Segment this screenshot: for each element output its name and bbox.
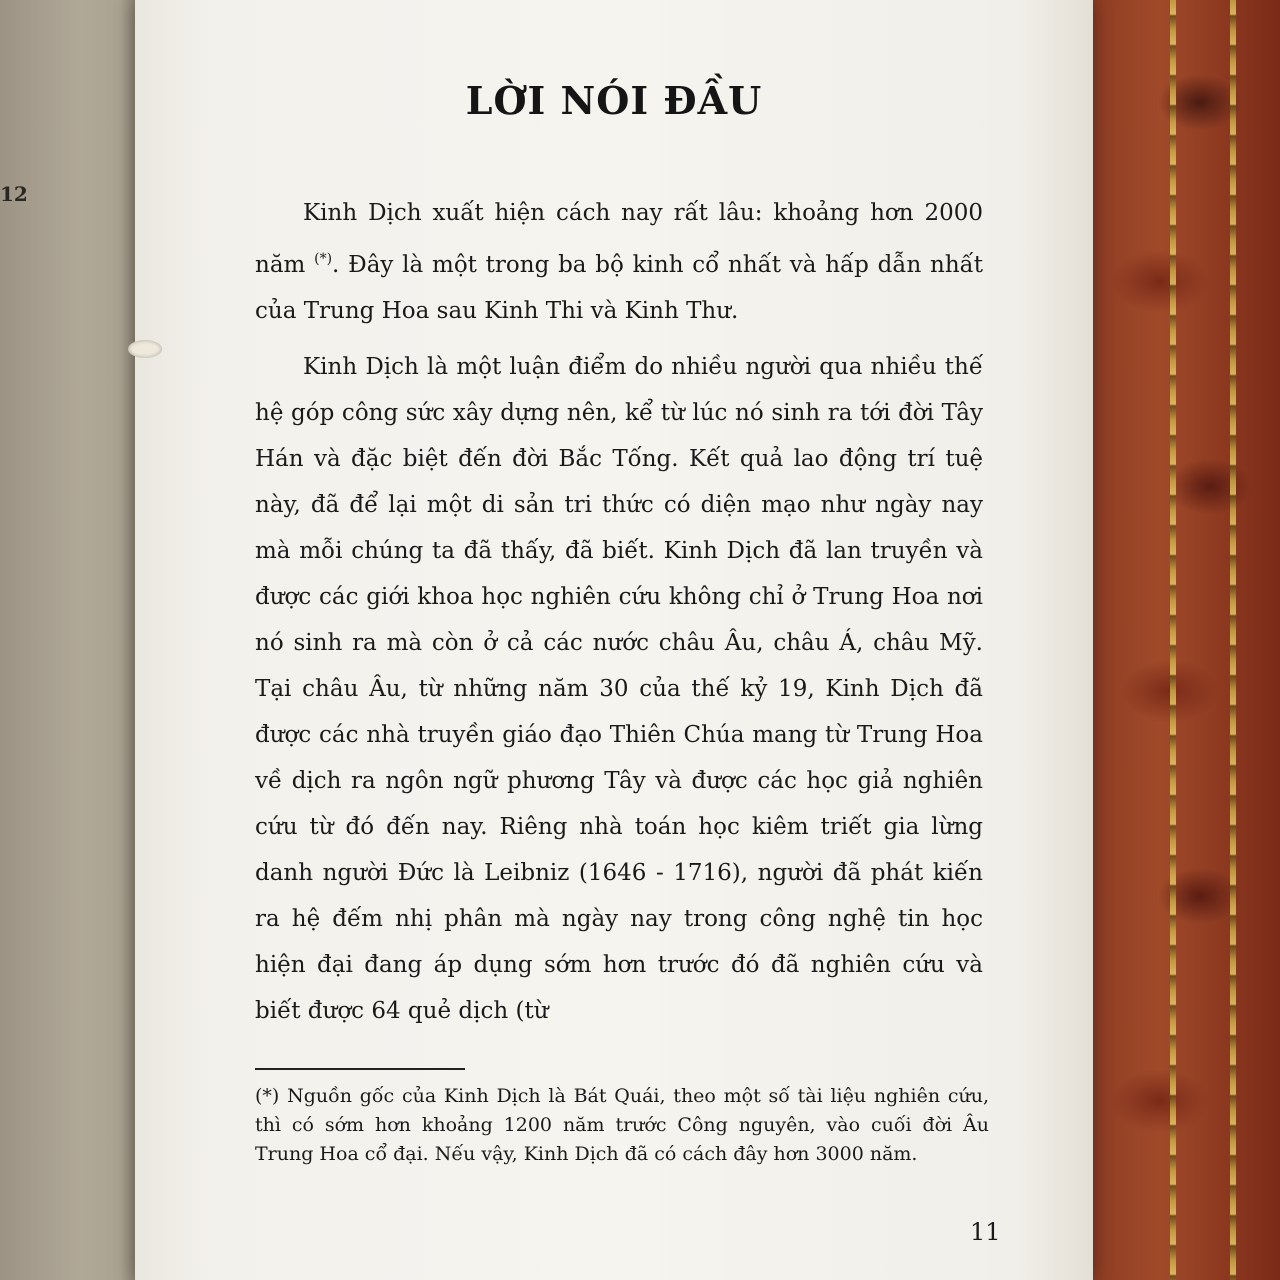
footnote-marker: (*)	[314, 251, 333, 267]
book-page	[135, 0, 1093, 1280]
previous-page-number: 12	[0, 182, 28, 206]
binding-hole	[128, 340, 162, 358]
gold-thread-stripe	[1230, 0, 1236, 1280]
gold-thread-stripe	[1170, 0, 1176, 1280]
footnote-text: (*) Nguồn gốc của Kinh Dịch là Bát Quái, theo một số tài liệu nghiên cứu, thì có sớm hơn khoảng 1200 năm trước Công nguyên, vào cuối đời Âu Trung Hoa cổ đại. Nếu vậy, Kinh Dịch đã có cách đây hơn 3000 năm.	[255, 1085, 989, 1165]
body-text	[255, 190, 983, 1044]
page-number: 11	[970, 1218, 1001, 1246]
paragraph-2: Kinh Dịch là một luận điểm do nhiều người qua nhiều thế hệ góp công sức xây dựng nên, kể từ lúc nó sinh ra tới đời Tây Hán và đặc biệt đến đời Bắc Tống. Kết quả lao động trí tuệ này, đã để lại một di sản tri thức có diện mạo như ngày nay mà mỗi chúng ta đã thấy, đã biết. Kinh Dịch đã lan truyền và được các giới khoa học nghiên cứu không chỉ ở Trung Hoa nơi nó sinh ra mà còn ở cả các nước châu Âu, châu Á, châu Mỹ. Tại châu Âu, từ những năm 30 của thế kỷ 19, Kinh Dịch đã được các nhà truyền giáo đạo Thiên Chúa mang từ Trung Hoa về dịch ra ngôn ngữ phương Tây và được các học giả nghiên cứu từ đó đến nay. Riêng nhà toán học kiêm triết gia lừng danh người Đức là Leibniz (1646 - 1716), người đã phát kiến ra hệ đếm nhị phân mà ngày nay trong công nghệ tin học hiện đại đang áp dụng sớm hơn trước đó đã nghiên cứu và biết được 64 quẻ dịch (từ	[255, 354, 983, 1024]
footnote-divider	[255, 1068, 465, 1070]
paragraph-1	[255, 190, 983, 334]
paragraph-1-end: . Đây là một trong ba bộ kinh cổ nhất và hấp dẫn nhất của Trung Hoa sau Kinh Thi và Kinh Thư.	[255, 252, 983, 324]
paragraph-1-start: Kinh Dịch xuất hiện cách nay rất lâu: khoảng hơn 2000 năm	[255, 200, 983, 278]
tablecloth-background	[1080, 0, 1280, 1280]
page-title: LỜI NÓI ĐẦU	[465, 78, 763, 123]
